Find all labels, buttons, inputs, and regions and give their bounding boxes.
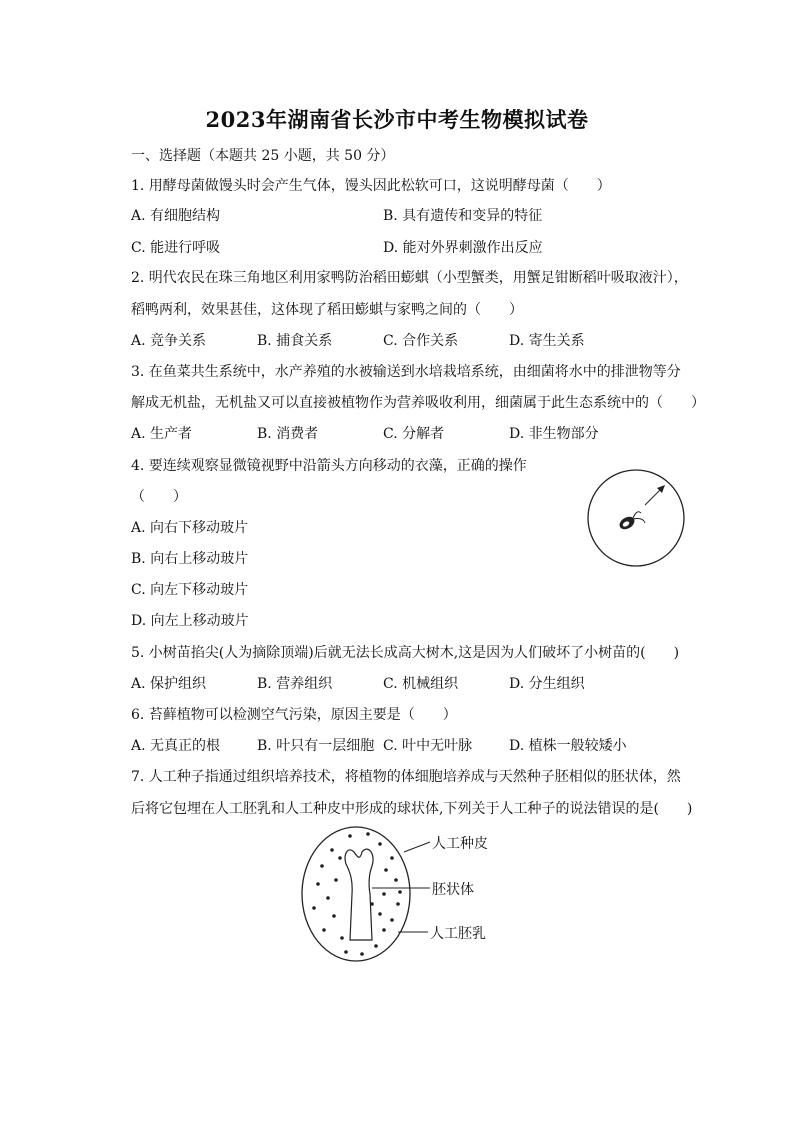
- seed-coat-outline: [302, 827, 410, 961]
- question-3-line-1: 3. 在鱼菜共生系统中，水产养殖的水被输送到水培栽培系统，由细菌将水中的排泄物等分: [131, 364, 681, 380]
- embryoid-shape: [345, 849, 373, 940]
- question-1-line-1: 1. 用酵母菌做馒头时会产生气体，馒头因此松软可口，这说明酵母菌（ ）: [131, 178, 611, 194]
- question-3-option-d: D. 非生物部分: [509, 426, 599, 442]
- question-7-line-1: 7. 人工种子指通过组织培养技术，将植物的体细胞培养成与天然种子胚相似的胚状体，然: [131, 769, 681, 785]
- question-2-option-a: A. 竞争关系: [131, 333, 207, 349]
- label-endosperm: 人工胚乳: [430, 926, 486, 942]
- question-6-option-a: A. 无真正的根: [131, 738, 221, 754]
- question-2-option-b: B. 捕食关系: [257, 333, 333, 349]
- question-6-line-1: 6. 苔藓植物可以检测空气污染，原因主要是（ ）: [131, 707, 457, 723]
- question-2-option-d: D. 寄生关系: [509, 333, 585, 349]
- question-4-line-2: （ ）: [131, 489, 187, 505]
- question-5-option-b: B. 营养组织: [257, 676, 333, 692]
- question-6-option-b: B. 叶只有一层细胞: [257, 738, 375, 754]
- label-embryoid: 胚状体: [432, 882, 474, 898]
- question-1-option-b: B. 具有遗传和变异的特征: [383, 208, 543, 224]
- question-1-option-a: A. 有细胞结构: [131, 208, 221, 224]
- question-6-option-d: D. 植株一般较矮小: [509, 738, 627, 754]
- endosperm-dots: [312, 832, 402, 956]
- question-6-option-c: C. 叶中无叶脉: [383, 738, 473, 754]
- label-seed-coat: 人工种皮: [432, 836, 488, 852]
- question-5-line-1: 5. 小树苗掐尖(人为摘除顶端)后就无法长成高大树木,这是因为人们破坏了小树苗的( ): [131, 645, 680, 661]
- flagellum-2: [633, 519, 645, 524]
- question-1-option-d: D. 能对外界刺激作出反应: [383, 240, 543, 256]
- question-5-option-d: D. 分生组织: [509, 676, 585, 692]
- field-circle: [588, 470, 684, 566]
- question-4-option-d: D. 向左上移动玻片: [131, 613, 249, 629]
- seed-coat-leader: [404, 842, 430, 852]
- question-3-line-2: 解成无机盐，无机盐又可以直接被植物作为营养吸收利用，细菌属于此生态系统中的（ ）: [131, 395, 705, 411]
- question-4-option-a: A. 向右下移动玻片: [131, 520, 249, 536]
- question-3-option-b: B. 消费者: [257, 426, 319, 442]
- question-4-line-1: 4. 要连续观察显微镜视野中沿箭头方向移动的衣藻，正确的操作: [131, 458, 527, 474]
- section-heading: 一、选择题（本题共 25 小题，共 50 分）: [131, 148, 395, 164]
- question-3-option-a: A. 生产者: [131, 426, 193, 442]
- question-4-option-b: B. 向右上移动玻片: [131, 551, 249, 567]
- microscope-field-diagram: [585, 467, 687, 569]
- question-2-line-1: 2. 明代农民在珠三角地区利用家鸭防治稻田蟛蜞（小型蟹类，用蟹足钳断稻叶吸取液汁），: [131, 270, 688, 286]
- question-7-line-2: 后将它包埋在人工胚乳和人工种皮中形成的球状体,下列关于人工种子的说法错误的是( ): [131, 801, 693, 817]
- question-4-option-c: C. 向左下移动玻片: [131, 582, 249, 598]
- question-2-line-2: 稻鸭两利，效果甚佳，这体现了稻田蟛蜞与家鸭之间的（ ）: [131, 302, 523, 318]
- page-title: 2023年湖南省长沙市中考生物模拟试卷: [205, 107, 589, 132]
- question-3-option-c: C. 分解者: [383, 426, 445, 442]
- question-5-option-c: C. 机械组织: [383, 676, 459, 692]
- question-5-option-a: A. 保护组织: [131, 676, 207, 692]
- flagellum-1: [633, 512, 641, 518]
- question-2-option-c: C. 合作关系: [383, 333, 459, 349]
- question-1-option-c: C. 能进行呼吸: [131, 240, 221, 256]
